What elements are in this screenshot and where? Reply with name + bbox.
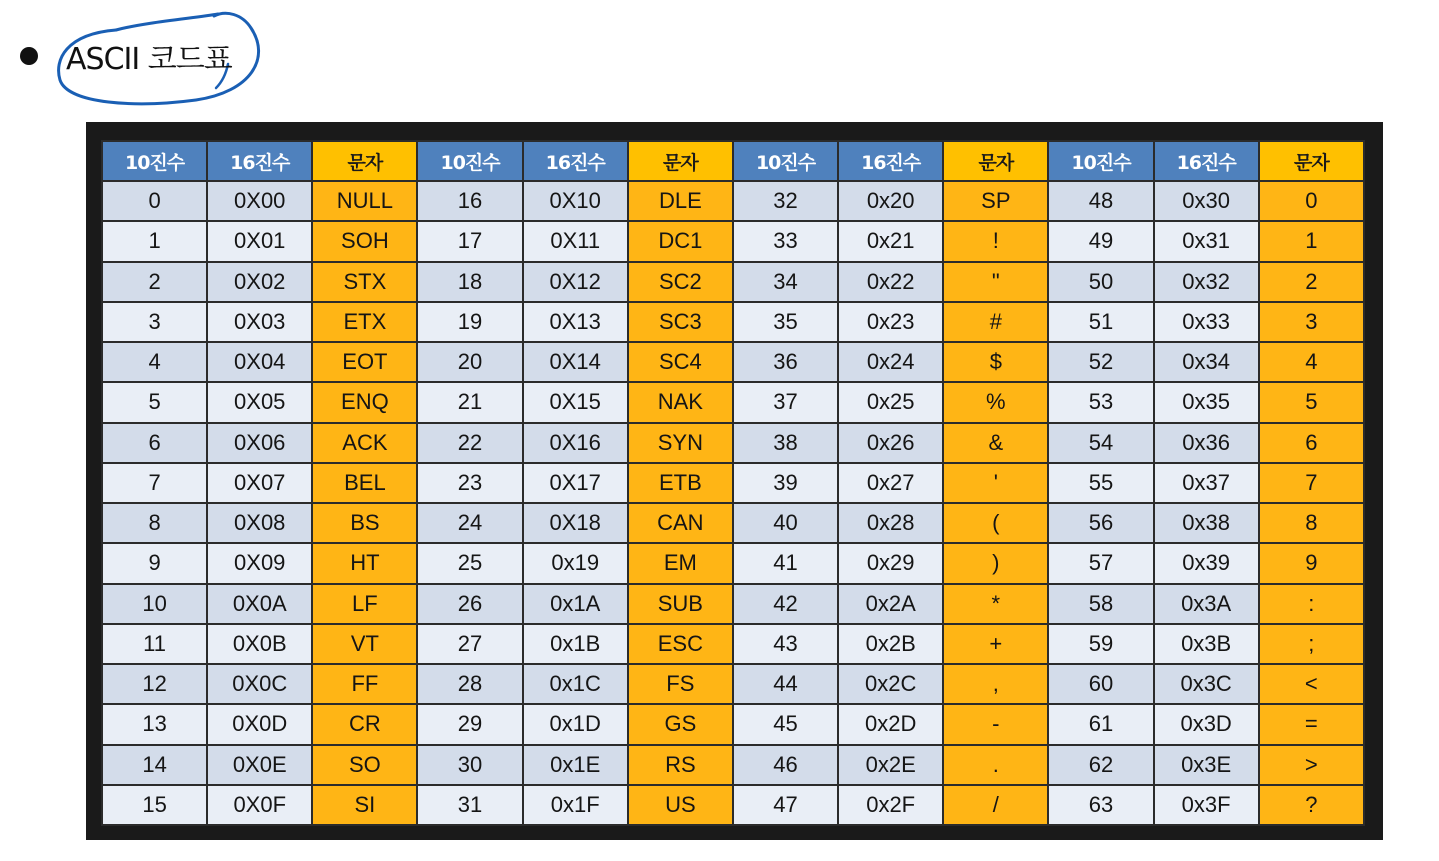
char-cell: NULL	[312, 181, 417, 221]
decimal-cell: 1	[102, 221, 207, 261]
hex-cell: 0x21	[838, 221, 943, 261]
hex-cell: 0X06	[207, 423, 312, 463]
table-row	[102, 423, 1364, 463]
decimal-cell: 58	[1048, 584, 1153, 624]
hex-cell: 0x24	[838, 342, 943, 382]
char-cell: 6	[1259, 423, 1364, 463]
char-cell: BEL	[312, 463, 417, 503]
decimal-cell: 33	[733, 221, 838, 261]
hex-cell: 0X16	[523, 423, 628, 463]
column-header: 10진수	[1048, 141, 1153, 181]
decimal-cell: 13	[102, 704, 207, 744]
hex-cell: 0X11	[523, 221, 628, 261]
page-title: ASCII 코드표	[66, 42, 232, 77]
table-row	[102, 543, 1364, 583]
column-header: 문자	[312, 141, 417, 181]
section-heading	[20, 26, 232, 86]
char-cell: >	[1259, 745, 1364, 785]
decimal-cell: 32	[733, 181, 838, 221]
hex-cell: 0X04	[207, 342, 312, 382]
char-cell: NAK	[628, 382, 733, 422]
decimal-cell: 23	[417, 463, 522, 503]
char-cell: %	[943, 382, 1048, 422]
char-cell: BS	[312, 503, 417, 543]
char-cell: !	[943, 221, 1048, 261]
hex-cell: 0x2B	[838, 624, 943, 664]
hex-cell: 0x1E	[523, 745, 628, 785]
decimal-cell: 60	[1048, 664, 1153, 704]
hex-cell: 0X05	[207, 382, 312, 422]
column-header: 10진수	[733, 141, 838, 181]
char-cell: ETX	[312, 302, 417, 342]
column-header: 16진수	[207, 141, 312, 181]
decimal-cell: 4	[102, 342, 207, 382]
decimal-cell: 38	[733, 423, 838, 463]
char-cell: SOH	[312, 221, 417, 261]
decimal-cell: 5	[102, 382, 207, 422]
hex-cell: 0x23	[838, 302, 943, 342]
table-row	[102, 664, 1364, 704]
char-cell: FS	[628, 664, 733, 704]
hex-cell: 0x36	[1154, 423, 1259, 463]
hex-cell: 0x22	[838, 262, 943, 302]
decimal-cell: 42	[733, 584, 838, 624]
char-cell: FF	[312, 664, 417, 704]
decimal-cell: 30	[417, 745, 522, 785]
title-wrap	[66, 34, 232, 78]
hex-cell: 0X17	[523, 463, 628, 503]
char-cell: SC3	[628, 302, 733, 342]
table-row	[102, 302, 1364, 342]
hex-cell: 0X0E	[207, 745, 312, 785]
hex-cell: 0x30	[1154, 181, 1259, 221]
hex-cell: 0x1D	[523, 704, 628, 744]
decimal-cell: 22	[417, 423, 522, 463]
hex-cell: 0x3C	[1154, 664, 1259, 704]
table-row	[102, 503, 1364, 543]
ascii-table	[101, 140, 1365, 826]
decimal-cell: 16	[417, 181, 522, 221]
decimal-cell: 34	[733, 262, 838, 302]
decimal-cell: 47	[733, 785, 838, 825]
decimal-cell: 25	[417, 543, 522, 583]
hex-cell: 0x3D	[1154, 704, 1259, 744]
hex-cell: 0X0D	[207, 704, 312, 744]
char-cell: (	[943, 503, 1048, 543]
hex-cell: 0x1A	[523, 584, 628, 624]
decimal-cell: 20	[417, 342, 522, 382]
bullet-icon	[20, 47, 38, 65]
decimal-cell: 53	[1048, 382, 1153, 422]
hex-cell: 0X10	[523, 181, 628, 221]
char-cell: CAN	[628, 503, 733, 543]
char-cell: VT	[312, 624, 417, 664]
char-cell: 5	[1259, 382, 1364, 422]
hex-cell: 0X02	[207, 262, 312, 302]
decimal-cell: 56	[1048, 503, 1153, 543]
column-header: 16진수	[838, 141, 943, 181]
char-cell: 0	[1259, 181, 1364, 221]
char-cell: ESC	[628, 624, 733, 664]
decimal-cell: 57	[1048, 543, 1153, 583]
char-cell: 4	[1259, 342, 1364, 382]
hex-cell: 0x31	[1154, 221, 1259, 261]
hex-cell: 0x2C	[838, 664, 943, 704]
decimal-cell: 24	[417, 503, 522, 543]
table-row	[102, 584, 1364, 624]
char-cell: *	[943, 584, 1048, 624]
table-container	[101, 140, 1365, 826]
char-cell: EOT	[312, 342, 417, 382]
hex-cell: 0x26	[838, 423, 943, 463]
decimal-cell: 41	[733, 543, 838, 583]
char-cell: :	[1259, 584, 1364, 624]
char-cell: CR	[312, 704, 417, 744]
hex-cell: 0x32	[1154, 262, 1259, 302]
char-cell: HT	[312, 543, 417, 583]
decimal-cell: 18	[417, 262, 522, 302]
hex-cell: 0x1B	[523, 624, 628, 664]
decimal-cell: 62	[1048, 745, 1153, 785]
decimal-cell: 40	[733, 503, 838, 543]
char-cell: &	[943, 423, 1048, 463]
decimal-cell: 59	[1048, 624, 1153, 664]
decimal-cell: 19	[417, 302, 522, 342]
hex-cell: 0x2D	[838, 704, 943, 744]
char-cell: =	[1259, 704, 1364, 744]
char-cell: DC1	[628, 221, 733, 261]
column-header: 문자	[943, 141, 1048, 181]
char-cell: 7	[1259, 463, 1364, 503]
decimal-cell: 35	[733, 302, 838, 342]
hex-cell: 0x3A	[1154, 584, 1259, 624]
char-cell: -	[943, 704, 1048, 744]
table-row	[102, 463, 1364, 503]
hex-cell: 0X0F	[207, 785, 312, 825]
decimal-cell: 27	[417, 624, 522, 664]
char-cell: #	[943, 302, 1048, 342]
decimal-cell: 8	[102, 503, 207, 543]
decimal-cell: 39	[733, 463, 838, 503]
hex-cell: 0x3E	[1154, 745, 1259, 785]
table-row	[102, 181, 1364, 221]
decimal-cell: 11	[102, 624, 207, 664]
hex-cell: 0X09	[207, 543, 312, 583]
decimal-cell: 26	[417, 584, 522, 624]
hex-cell: 0X0B	[207, 624, 312, 664]
decimal-cell: 52	[1048, 342, 1153, 382]
char-cell: 9	[1259, 543, 1364, 583]
char-cell: SC4	[628, 342, 733, 382]
char-cell: +	[943, 624, 1048, 664]
table-row	[102, 785, 1364, 825]
decimal-cell: 61	[1048, 704, 1153, 744]
hex-cell: 0x2E	[838, 745, 943, 785]
char-cell: SO	[312, 745, 417, 785]
column-header: 10진수	[417, 141, 522, 181]
table-row	[102, 342, 1364, 382]
hex-cell: 0x37	[1154, 463, 1259, 503]
decimal-cell: 9	[102, 543, 207, 583]
hex-cell: 0x1F	[523, 785, 628, 825]
decimal-cell: 46	[733, 745, 838, 785]
column-header: 10진수	[102, 141, 207, 181]
decimal-cell: 3	[102, 302, 207, 342]
table-header-row	[102, 141, 1364, 181]
decimal-cell: 12	[102, 664, 207, 704]
column-header: 16진수	[1154, 141, 1259, 181]
decimal-cell: 50	[1048, 262, 1153, 302]
char-cell: ETB	[628, 463, 733, 503]
char-cell: 8	[1259, 503, 1364, 543]
decimal-cell: 29	[417, 704, 522, 744]
hex-cell: 0x2F	[838, 785, 943, 825]
decimal-cell: 0	[102, 181, 207, 221]
hex-cell: 0x3F	[1154, 785, 1259, 825]
hex-cell: 0x39	[1154, 543, 1259, 583]
hex-cell: 0X0A	[207, 584, 312, 624]
table-body	[102, 181, 1364, 825]
char-cell: 3	[1259, 302, 1364, 342]
char-cell: EM	[628, 543, 733, 583]
column-header: 문자	[628, 141, 733, 181]
decimal-cell: 63	[1048, 785, 1153, 825]
hex-cell: 0x28	[838, 503, 943, 543]
decimal-cell: 45	[733, 704, 838, 744]
char-cell: "	[943, 262, 1048, 302]
char-cell: US	[628, 785, 733, 825]
hex-cell: 0x29	[838, 543, 943, 583]
char-cell: ,	[943, 664, 1048, 704]
hex-cell: 0x33	[1154, 302, 1259, 342]
decimal-cell: 28	[417, 664, 522, 704]
char-cell: 1	[1259, 221, 1364, 261]
decimal-cell: 48	[1048, 181, 1153, 221]
table-row	[102, 704, 1364, 744]
char-cell: <	[1259, 664, 1364, 704]
decimal-cell: 31	[417, 785, 522, 825]
char-cell: /	[943, 785, 1048, 825]
decimal-cell: 15	[102, 785, 207, 825]
decimal-cell: 7	[102, 463, 207, 503]
char-cell: ENQ	[312, 382, 417, 422]
decimal-cell: 21	[417, 382, 522, 422]
char-cell: SP	[943, 181, 1048, 221]
hex-cell: 0X07	[207, 463, 312, 503]
hex-cell: 0x2A	[838, 584, 943, 624]
char-cell: 2	[1259, 262, 1364, 302]
table-row	[102, 745, 1364, 785]
decimal-cell: 49	[1048, 221, 1153, 261]
hex-cell: 0x19	[523, 543, 628, 583]
hex-cell: 0X15	[523, 382, 628, 422]
table-row	[102, 221, 1364, 261]
char-cell: $	[943, 342, 1048, 382]
hex-cell: 0x27	[838, 463, 943, 503]
decimal-cell: 10	[102, 584, 207, 624]
table-frame	[86, 122, 1383, 840]
decimal-cell: 6	[102, 423, 207, 463]
hex-cell: 0X08	[207, 503, 312, 543]
hex-cell: 0X18	[523, 503, 628, 543]
hex-cell: 0X13	[523, 302, 628, 342]
char-cell: SI	[312, 785, 417, 825]
decimal-cell: 51	[1048, 302, 1153, 342]
decimal-cell: 17	[417, 221, 522, 261]
decimal-cell: 43	[733, 624, 838, 664]
hex-cell: 0x35	[1154, 382, 1259, 422]
char-cell: RS	[628, 745, 733, 785]
decimal-cell: 2	[102, 262, 207, 302]
hex-cell: 0x38	[1154, 503, 1259, 543]
char-cell: .	[943, 745, 1048, 785]
column-header: 16진수	[523, 141, 628, 181]
hex-cell: 0X14	[523, 342, 628, 382]
char-cell: ?	[1259, 785, 1364, 825]
decimal-cell: 44	[733, 664, 838, 704]
hex-cell: 0x3B	[1154, 624, 1259, 664]
decimal-cell: 14	[102, 745, 207, 785]
hex-cell: 0x20	[838, 181, 943, 221]
table-row	[102, 624, 1364, 664]
char-cell: SC2	[628, 262, 733, 302]
table-row	[102, 262, 1364, 302]
char-cell: SYN	[628, 423, 733, 463]
decimal-cell: 54	[1048, 423, 1153, 463]
hex-cell: 0x34	[1154, 342, 1259, 382]
table-row	[102, 382, 1364, 422]
hex-cell: 0X03	[207, 302, 312, 342]
hex-cell: 0X01	[207, 221, 312, 261]
hex-cell: 0X12	[523, 262, 628, 302]
column-header: 문자	[1259, 141, 1364, 181]
char-cell: STX	[312, 262, 417, 302]
hex-cell: 0X00	[207, 181, 312, 221]
decimal-cell: 37	[733, 382, 838, 422]
hex-cell: 0X0C	[207, 664, 312, 704]
char-cell: GS	[628, 704, 733, 744]
char-cell: ACK	[312, 423, 417, 463]
char-cell: ;	[1259, 624, 1364, 664]
char-cell: DLE	[628, 181, 733, 221]
hex-cell: 0x1C	[523, 664, 628, 704]
decimal-cell: 36	[733, 342, 838, 382]
char-cell: LF	[312, 584, 417, 624]
char-cell: )	[943, 543, 1048, 583]
char-cell: SUB	[628, 584, 733, 624]
decimal-cell: 55	[1048, 463, 1153, 503]
hex-cell: 0x25	[838, 382, 943, 422]
char-cell: '	[943, 463, 1048, 503]
